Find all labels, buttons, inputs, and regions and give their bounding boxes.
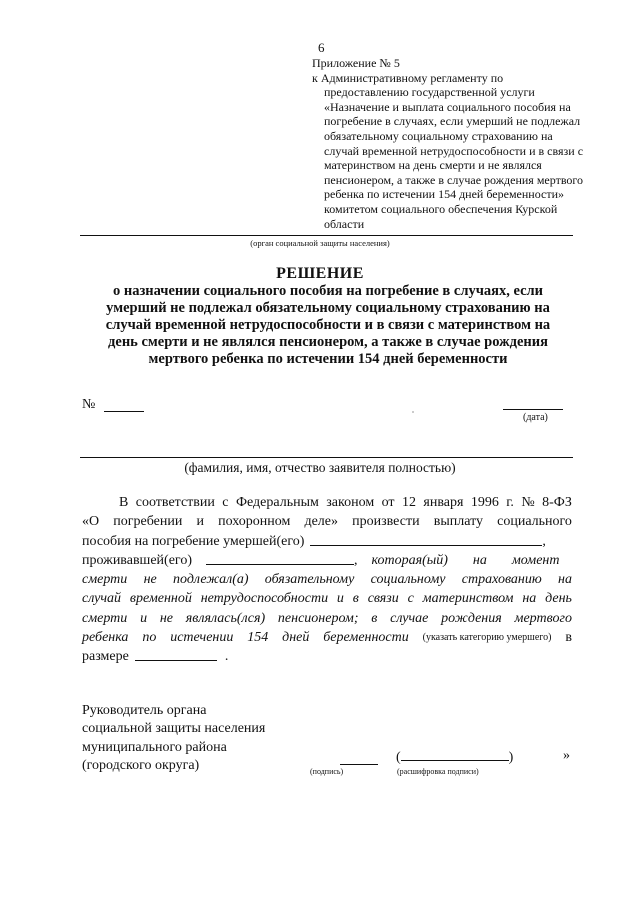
word: с xyxy=(407,591,414,607)
date-field-line[interactable] xyxy=(503,409,563,410)
word: рождения xyxy=(441,610,502,626)
signer-line: Руководитель органа xyxy=(82,703,207,718)
subtitle-line: день смерти и не являлся пенсионером, а также в случае рождения xyxy=(108,334,548,350)
number-field-line[interactable] xyxy=(104,411,144,412)
closing-quote: » xyxy=(563,748,570,763)
signer-line: социальной защиты населения xyxy=(82,721,266,737)
scan-speck xyxy=(412,411,414,413)
appendix-line: случай временной нетрудоспособности и в связи с xyxy=(324,143,584,158)
word: дней xyxy=(282,630,310,646)
word: с xyxy=(222,495,229,510)
body-line-7 xyxy=(82,609,572,628)
document-subtitle xyxy=(80,283,576,368)
body-line-2 xyxy=(82,512,572,531)
signature-caption: (подпись) xyxy=(310,767,344,776)
signature-decode-caption: (расшифровка подписи) xyxy=(397,767,479,776)
subtitle-line: мертвого ребенка по истечении 154 дней беременности xyxy=(148,351,508,367)
word: случай xyxy=(82,591,122,607)
word: на xyxy=(472,552,487,568)
word: Федеральным xyxy=(235,495,319,510)
word: законом xyxy=(326,495,375,510)
appendix-line: обязательному социальному страхованию на xyxy=(324,128,553,143)
word: произвести xyxy=(352,514,420,530)
body-line-4 xyxy=(82,551,572,570)
word: мертвого xyxy=(514,610,572,626)
word: социальному xyxy=(370,572,446,588)
body-italic xyxy=(371,551,559,570)
signature-field[interactable] xyxy=(340,764,378,765)
amount-field[interactable] xyxy=(135,647,217,661)
organ-rule xyxy=(80,235,573,236)
word: ребенка xyxy=(82,630,129,646)
signer-block xyxy=(82,702,265,775)
signer-line: (городского округа) xyxy=(82,757,200,773)
word: в xyxy=(371,610,378,626)
subtitle-line: о назначении социального пособия на погребение в случаях, если xyxy=(112,283,544,299)
body-text: , xyxy=(353,552,358,568)
word: случае xyxy=(390,610,429,626)
paren-close: ) xyxy=(508,750,514,765)
word: в xyxy=(565,630,572,646)
body-text: проживавшей(его) xyxy=(82,552,192,568)
word: являлась(лся) xyxy=(185,610,266,626)
appendix-line: области xyxy=(324,216,365,231)
body-line-5 xyxy=(82,570,572,589)
appendix-line: предоставлению государственной услуги xyxy=(324,85,535,100)
word: смерти xyxy=(82,572,128,588)
word: смерти xyxy=(82,610,128,626)
appendix-line: комитетом социального обеспечения Курской xyxy=(324,201,558,216)
word: 1996 xyxy=(470,495,499,510)
document-title: РЕШЕНИЕ xyxy=(276,265,364,282)
subtitle-line: умерший не подлежал обязательному социальному страхованию на xyxy=(106,300,550,316)
word: № xyxy=(521,495,535,510)
appendix-line: к Административному регламенту по xyxy=(312,70,504,85)
subtitle-line: случай временной нетрудоспособности и в связи с материнством на xyxy=(105,317,551,333)
word: погребении xyxy=(113,514,183,530)
word: выплату xyxy=(433,514,483,530)
word: от xyxy=(381,495,395,510)
word: временной xyxy=(129,591,192,607)
body-text: . xyxy=(224,649,229,665)
body-line-8 xyxy=(82,628,572,647)
word: момент xyxy=(511,552,560,568)
appendix-header xyxy=(312,56,602,231)
appendix-line: пенсионером, а также в случае рождения мертвого xyxy=(324,172,584,187)
word: 12 xyxy=(401,495,416,510)
body-text: пособия на погребение умершей(его) xyxy=(82,533,305,549)
word: пенсионером; xyxy=(277,610,359,626)
appendix-line: ребенка по истечении 154 дней беременности» xyxy=(324,187,564,202)
category-hint: (указать категорию умершего) xyxy=(422,632,552,644)
word: похоронном xyxy=(218,514,291,530)
word: г. xyxy=(506,495,514,510)
word: в xyxy=(352,591,359,607)
paren-open: ( xyxy=(396,750,401,765)
word: день xyxy=(545,591,572,607)
appendix-line: «Назначение и выплата социального пособия на xyxy=(324,99,571,114)
word: не xyxy=(143,572,157,588)
word: материнством xyxy=(422,591,514,607)
organ-caption: (орган социальной защиты населения) xyxy=(250,238,390,248)
word: 8-ФЗ xyxy=(542,495,572,510)
word: страхованию xyxy=(461,572,542,588)
body-line-6 xyxy=(82,589,572,608)
signer-line: муниципального района xyxy=(82,739,227,755)
body-text: размере xyxy=(82,649,129,665)
page-number: 6 xyxy=(318,40,325,55)
word: и xyxy=(196,514,204,530)
word: января xyxy=(423,495,464,510)
date-caption: (дата) xyxy=(523,412,548,423)
word: соответствии xyxy=(135,495,215,510)
word: не xyxy=(159,610,173,626)
word: социального xyxy=(497,514,572,530)
word: подлежал(а) xyxy=(173,572,249,588)
word: и xyxy=(140,610,148,626)
word: истечении xyxy=(170,630,234,646)
applicant-name-caption: (фамилия, имя, отчество заявителя полностью) xyxy=(184,460,456,475)
word: «О xyxy=(82,514,100,530)
word: 154 xyxy=(247,630,269,646)
word: по xyxy=(142,630,157,646)
appendix-line: материнством на день смерти и не являлся xyxy=(324,158,542,173)
body-line-3 xyxy=(82,532,572,551)
body-text: , xyxy=(542,533,546,549)
word: В xyxy=(119,495,129,510)
appendix-line: Приложение № 5 xyxy=(312,56,400,70)
body-line-1 xyxy=(82,493,572,512)
word: беременности xyxy=(323,630,409,646)
word: на xyxy=(558,572,572,588)
word: обязательному xyxy=(264,572,355,588)
word: деле» xyxy=(304,514,338,530)
body-line-9 xyxy=(82,647,572,666)
signature-decode xyxy=(396,748,513,766)
decision-body xyxy=(82,493,572,667)
word: и xyxy=(336,591,344,607)
number-label: № xyxy=(82,397,96,412)
deceased-name-field[interactable] xyxy=(310,532,542,546)
word: связи xyxy=(367,591,399,607)
residence-field[interactable] xyxy=(206,551,354,565)
word: нетрудоспособности xyxy=(200,591,329,607)
appendix-line: погребение в случаях, если умерший не подлежал xyxy=(324,114,581,129)
word: которая(ый) xyxy=(371,552,448,568)
applicant-name-line[interactable] xyxy=(80,457,573,458)
word: на xyxy=(522,591,537,607)
signature-decode-field[interactable] xyxy=(401,748,509,761)
